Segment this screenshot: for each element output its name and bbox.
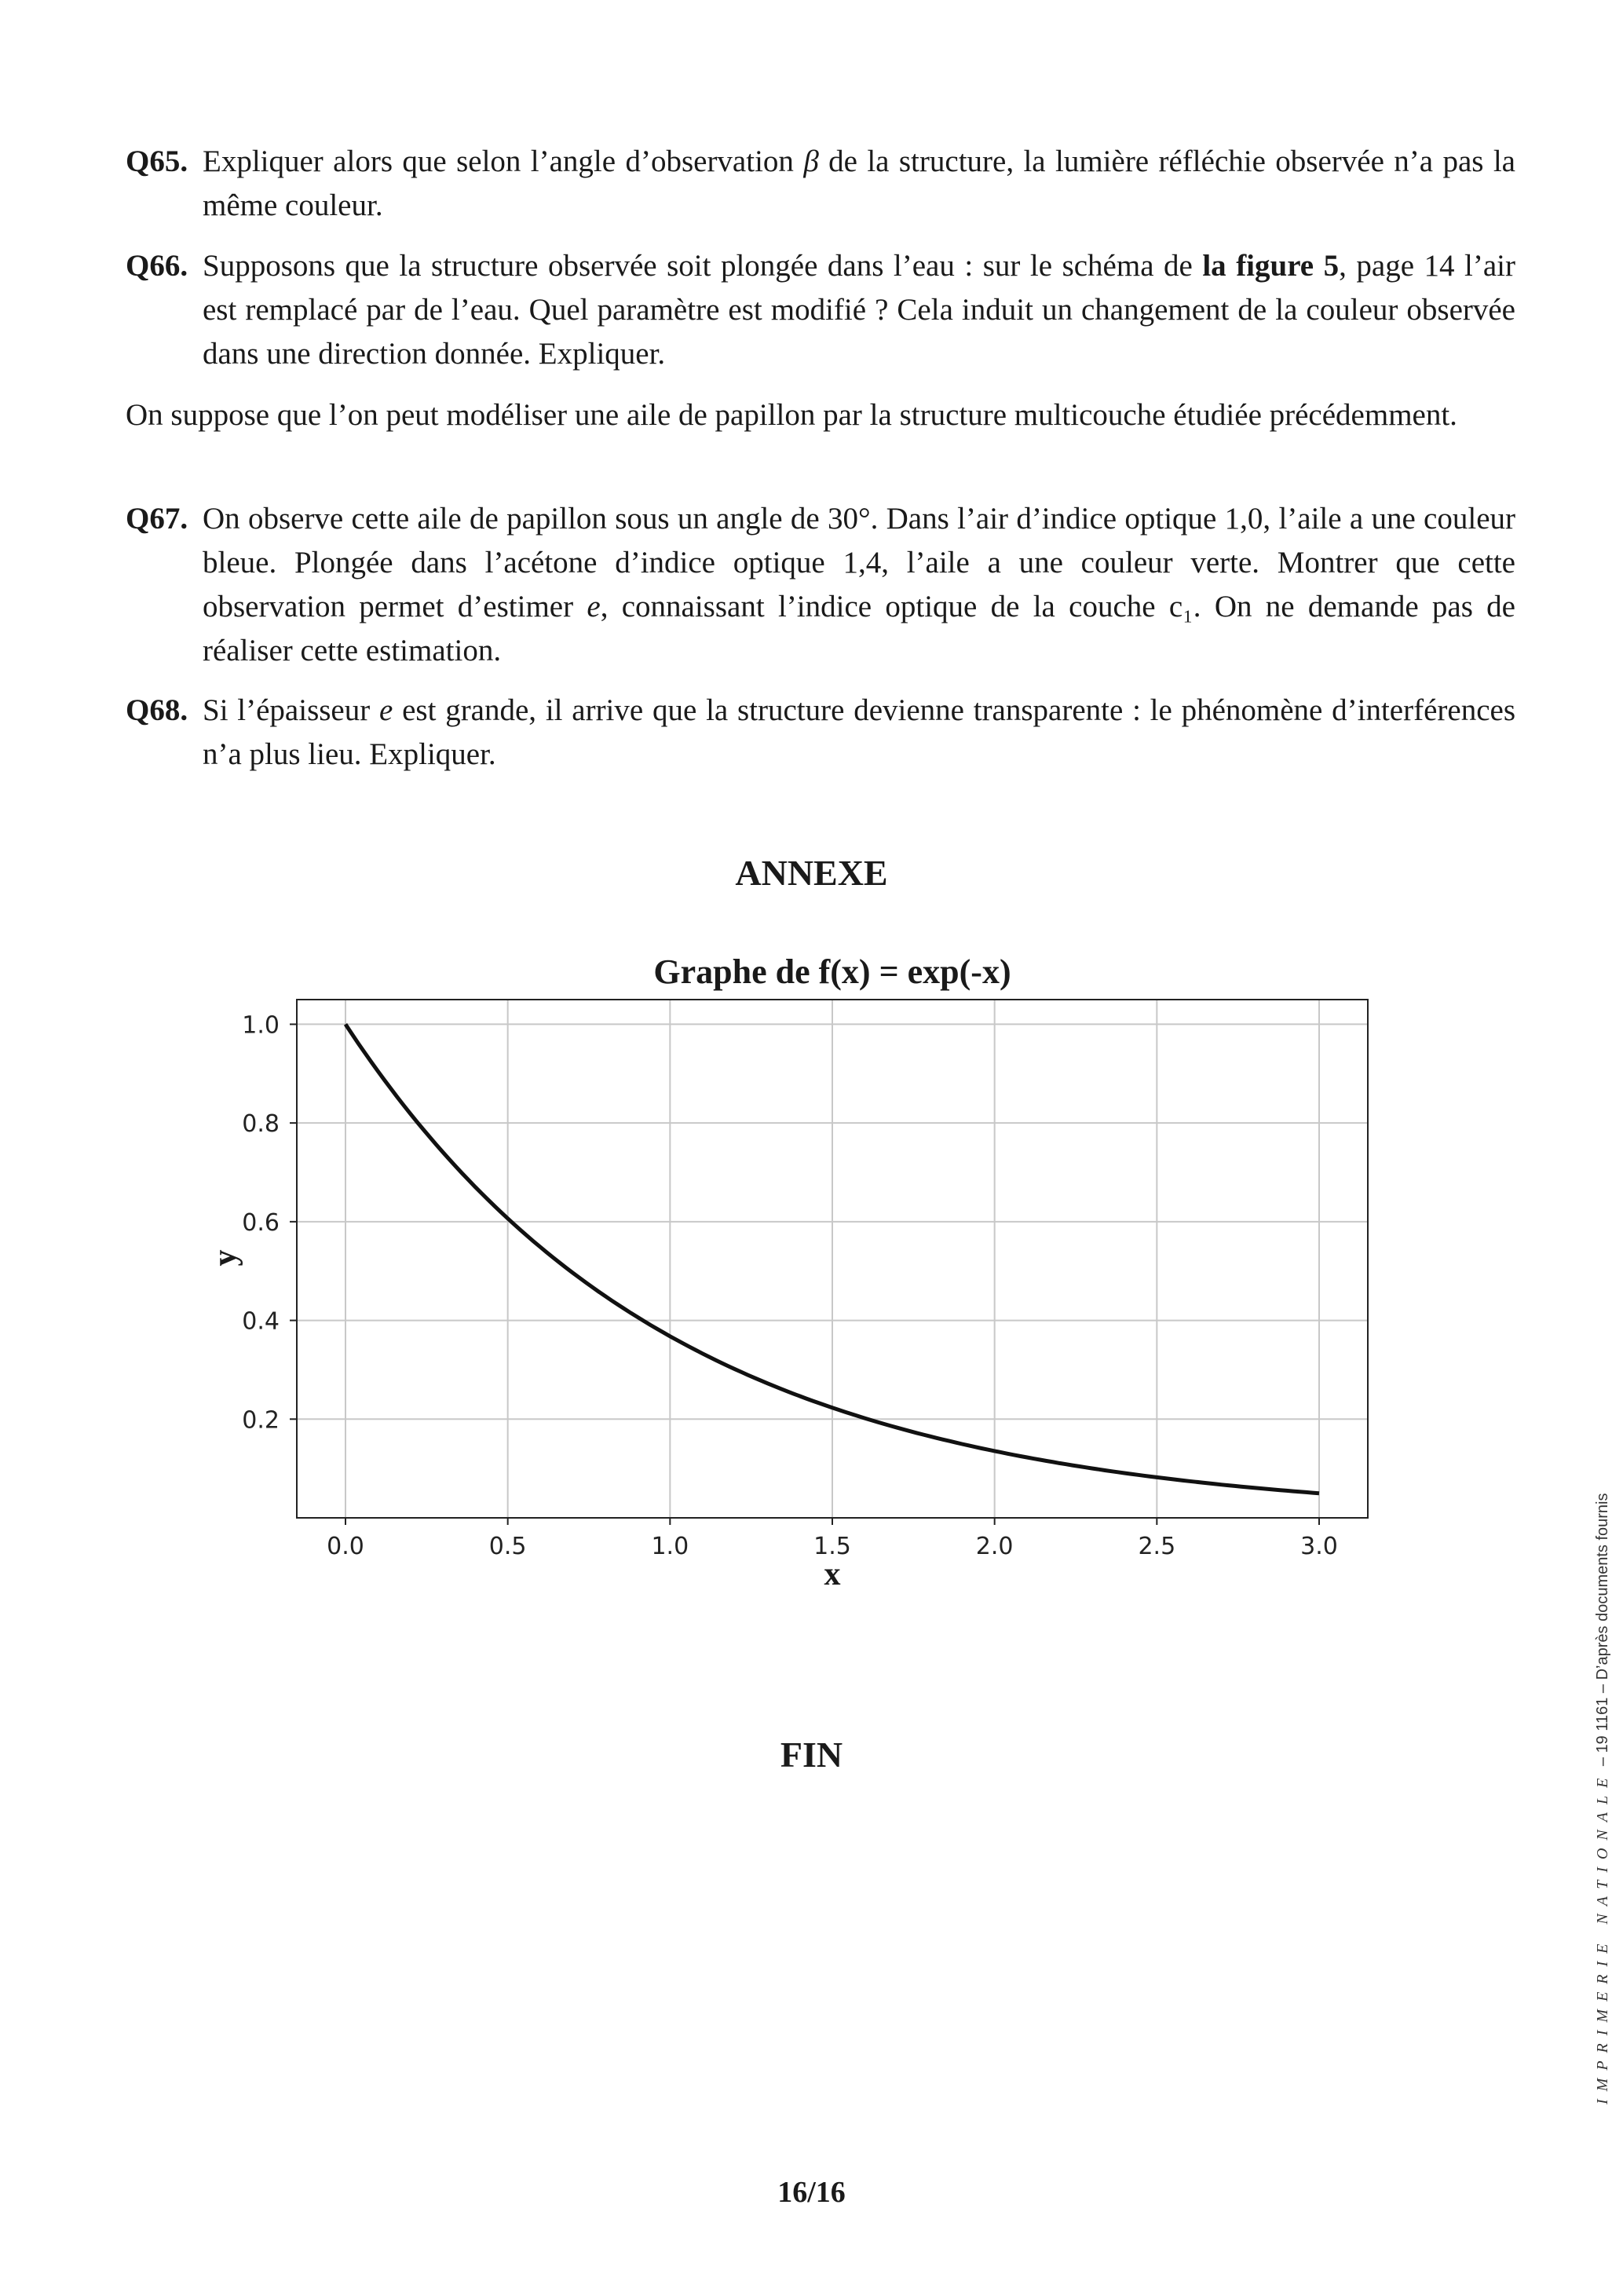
y-tick-label: 1.0 [242, 1011, 280, 1040]
text-run: Supposons que la structure observée soit plongée dans l’eau : sur le schéma de [203, 249, 1203, 283]
text-run: , page 14 l’air est remplacé par de l’eau. Quel paramètre est modifié ? Cela induit un changement de la couleur observée dans une direction donnée. Expliquer. [203, 249, 1516, 371]
text-run: On observe cette aile de papillon sous un angle de 30°. Dans l’air d’indice optique 1,0, l’aile a une couleur bleue. Plongée dans l’acétone d’indice optique 1,4, l’aile a une couleur verte. Montrer que cette observation permet d’estimer [203, 502, 1515, 623]
chart-title: Graphe de f(x) = exp(-x) [653, 952, 1011, 991]
annexe-heading: ANNEXE [735, 853, 888, 893]
question-q66 [126, 244, 1515, 376]
exp-chart [0, 942, 1623, 1592]
question-text [203, 497, 1515, 673]
italic-symbol: β [803, 144, 819, 178]
y-tick-label: 0.6 [242, 1208, 280, 1237]
x-tick-label: 2.5 [1138, 1533, 1176, 1560]
question-number: Q68. [126, 693, 188, 727]
imprint-reference: – 19 1161 – D’après documents fournis [1594, 1493, 1611, 1771]
y-tick-label: 0.2 [242, 1406, 280, 1435]
x-axis-label: x [824, 1556, 841, 1592]
question-text [203, 140, 1515, 228]
y-axis-label: y [207, 1249, 243, 1267]
question-q67 [126, 497, 1515, 673]
x-tick-label: 0.5 [488, 1533, 527, 1560]
bold-reference: la figure 5 [1202, 249, 1340, 283]
question-q65 [126, 140, 1515, 228]
y-tick-label: 0.8 [242, 1110, 280, 1139]
question-number: Q67. [126, 502, 188, 536]
x-tick-label: 2.0 [975, 1533, 1014, 1560]
question-text [203, 689, 1515, 777]
text-run: Expliquer alors que selon l’angle d’observation [203, 144, 804, 178]
italic-symbol: e [587, 590, 601, 623]
text-run: , connaissant l’indice optique de la couche c₁. On ne demande pas de réaliser cette estimation. [203, 590, 1515, 667]
side-imprint [1594, 1493, 1612, 2104]
y-tick-label: 0.4 [242, 1307, 280, 1336]
x-tick-label: 0.0 [327, 1533, 364, 1560]
question-q68 [126, 689, 1515, 777]
text-run: de la structure, la lumière réfléchie observée n’a pas la même couleur. [203, 144, 1515, 222]
page-number: 16/16 [777, 2176, 846, 2209]
text-run: Si l’épaisseur [203, 693, 380, 727]
question-text [203, 244, 1515, 376]
text-run: est grande, il arrive que la structure devienne transparente : le phénomène d’interférences n’a plus lieu. Expliquer. [203, 693, 1515, 771]
italic-symbol: e [379, 693, 393, 727]
x-tick-label: 1.0 [651, 1533, 689, 1560]
intro-paragraph: On suppose que l’on peut modéliser une aile de papillon par la structure multicouche étudiée précédemment. [126, 398, 1457, 432]
x-tick-label: 3.0 [1300, 1533, 1338, 1560]
question-number: Q65. [126, 144, 188, 178]
fin-label: FIN [780, 1735, 843, 1775]
x-tick-label: 1.5 [813, 1533, 851, 1560]
imprint-name: IMPRIMERIE NATIONALE [1594, 1770, 1611, 2104]
question-number: Q66. [126, 249, 188, 283]
